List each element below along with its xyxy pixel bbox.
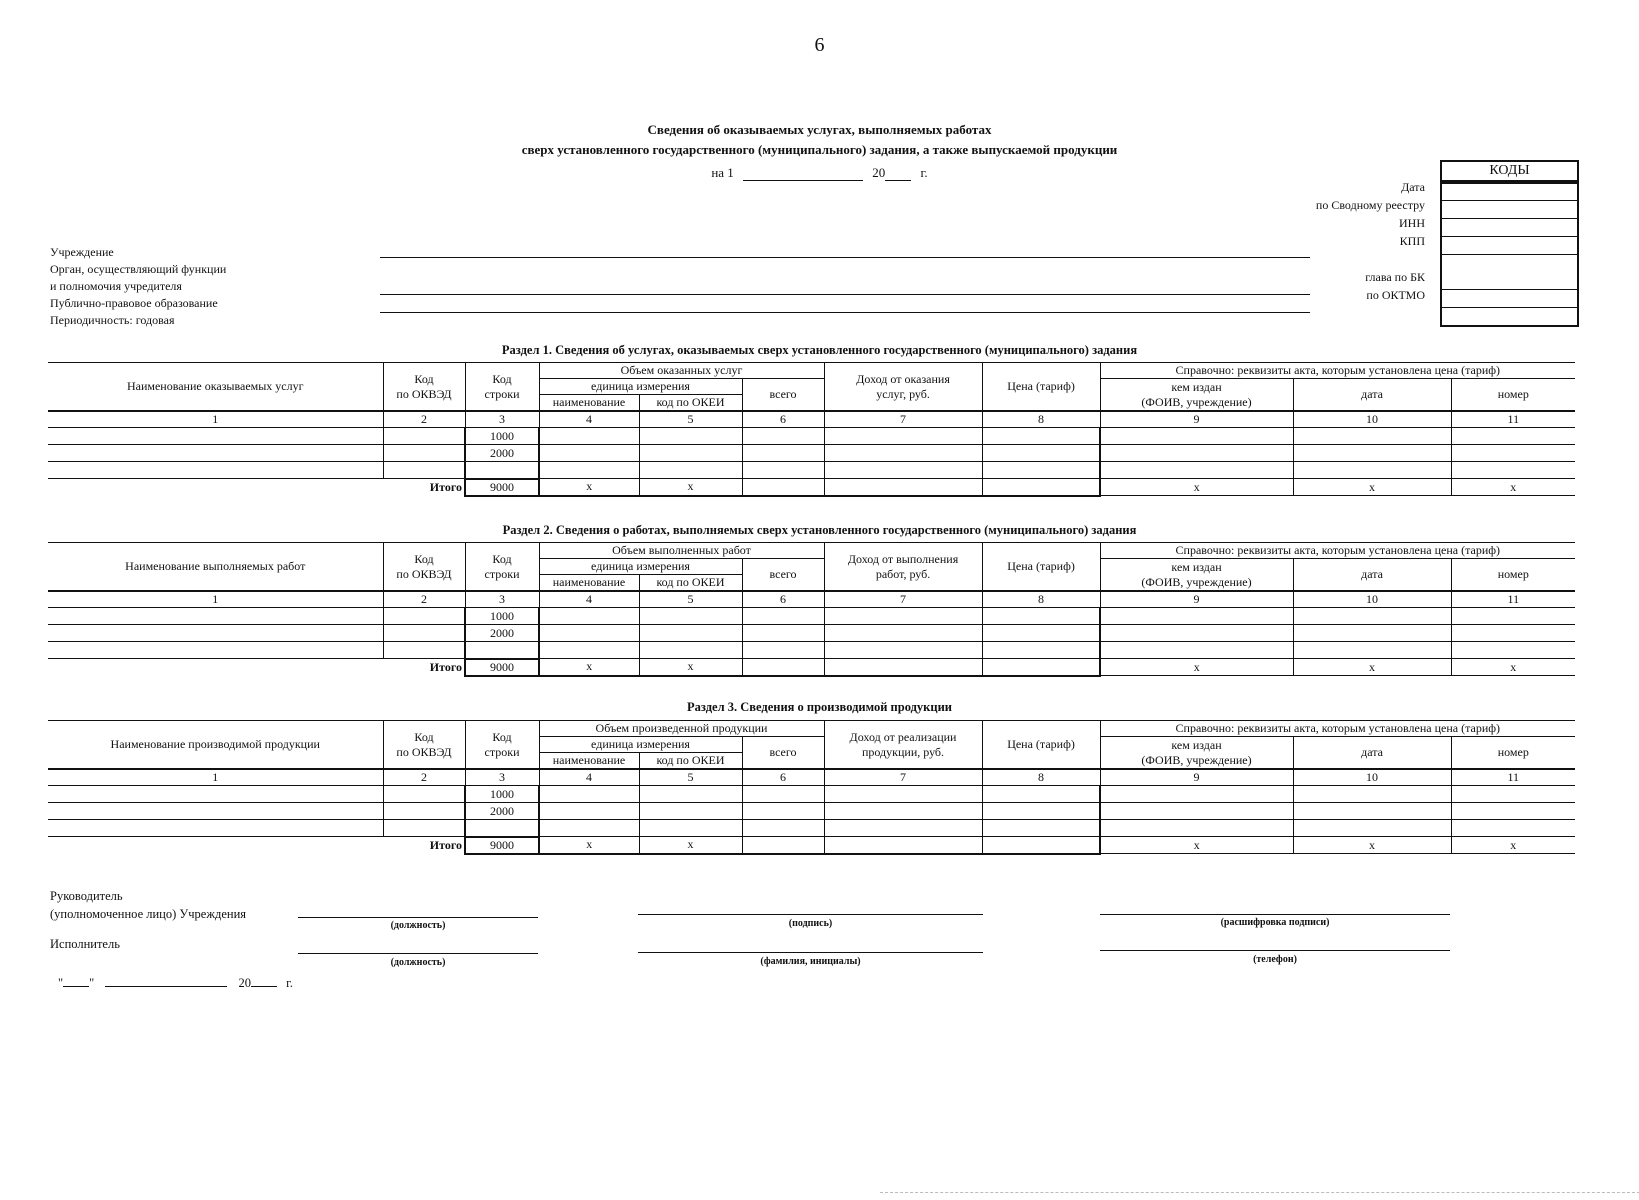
- periodicity-label: Периодичность: годовая: [50, 313, 175, 327]
- cell-input[interactable]: [1293, 820, 1451, 837]
- col-price-header: Цена (тариф): [982, 721, 1100, 770]
- cell-input[interactable]: [824, 428, 982, 445]
- codes-label-inn: ИНН: [1399, 216, 1425, 230]
- row-code: 2000: [465, 803, 539, 820]
- cell-input[interactable]: [982, 445, 1100, 462]
- cell-input[interactable]: [639, 608, 742, 625]
- col-number: 10: [1293, 411, 1451, 428]
- cell-input[interactable]: [1451, 462, 1575, 479]
- total-label: Итого: [48, 659, 465, 676]
- col-reference-header: Справочно: реквизиты акта, которым установлена цена (тариф): [1100, 543, 1575, 559]
- cell-input[interactable]: [824, 625, 982, 642]
- col-number: 5: [639, 591, 742, 608]
- cell-input[interactable]: [1100, 462, 1293, 479]
- head-decoding-caption: (расшифровка подписи): [1220, 917, 1330, 928]
- col-number: 8: [982, 411, 1100, 428]
- cell-input[interactable]: [1451, 428, 1575, 445]
- col-name-header: Наименование производимой продукции: [48, 721, 383, 770]
- head-signature-line[interactable]: [638, 914, 983, 915]
- col-number: 8: [982, 769, 1100, 786]
- cell-input[interactable]: [48, 462, 383, 479]
- col-okei-header: код по ОКЕИ: [639, 753, 742, 770]
- x-mark: x: [639, 837, 742, 854]
- cell-input[interactable]: [1293, 786, 1451, 803]
- code-field-registry[interactable]: [1442, 201, 1577, 219]
- month-blank[interactable]: [105, 986, 227, 987]
- col-unit-name-header: наименование: [539, 395, 639, 412]
- cell-input[interactable]: [982, 642, 1100, 659]
- x-mark: x: [639, 659, 742, 676]
- cell-input[interactable]: [1451, 803, 1575, 820]
- col-unit-name-header: наименование: [539, 753, 639, 770]
- col-number: 3: [465, 411, 539, 428]
- col-number: 3: [465, 769, 539, 786]
- cell-input[interactable]: [824, 803, 982, 820]
- table-row[interactable]: [48, 445, 1575, 462]
- cell-input[interactable]: [639, 625, 742, 642]
- cell-input[interactable]: [1100, 428, 1293, 445]
- cell-input[interactable]: [1100, 803, 1293, 820]
- col-number: 6: [742, 591, 824, 608]
- cell-input[interactable]: [1293, 462, 1451, 479]
- cell-input[interactable]: [824, 642, 982, 659]
- cell-input[interactable]: [48, 803, 383, 820]
- cell-input[interactable]: [48, 786, 383, 803]
- col-volume-header: Объем выполненных работ: [539, 543, 824, 559]
- executor-label: Исполнитель: [50, 937, 120, 951]
- cell-input[interactable]: [639, 786, 742, 803]
- page-number: 6: [814, 34, 825, 56]
- col-unit-header: единица измерения: [539, 737, 742, 753]
- cell-input[interactable]: [1293, 642, 1451, 659]
- x-mark: x: [539, 479, 639, 496]
- x-mark: x: [1100, 659, 1293, 676]
- col-price-header: Цена (тариф): [982, 543, 1100, 592]
- public-entity-label: Публично-правовое образование: [50, 296, 218, 310]
- row-code: 1000: [465, 608, 539, 625]
- col-income-header: Доход от реализации продукции, руб.: [824, 721, 982, 770]
- code-field-inn[interactable]: [1442, 219, 1577, 237]
- cell-input[interactable]: [48, 428, 383, 445]
- row-code: 2000: [465, 625, 539, 642]
- x-mark: x: [539, 659, 639, 676]
- cell-input[interactable]: [639, 820, 742, 837]
- row-code: 1000: [465, 428, 539, 445]
- form-title-line2: сверх установленного государственного (муниципального) задания, а также выпускаемой продукции: [521, 142, 1118, 157]
- col-number: 4: [539, 591, 639, 608]
- cell-input[interactable]: [1100, 445, 1293, 462]
- x-mark: x: [1293, 837, 1451, 854]
- col-volume-header: Объем произведенной продукции: [539, 721, 824, 737]
- col-price-header: Цена (тариф): [982, 363, 1100, 412]
- executor-position-caption: (должность): [390, 957, 446, 968]
- cell-input[interactable]: [539, 625, 639, 642]
- col-unit-name-header: наименование: [539, 575, 639, 592]
- head-position-line[interactable]: [298, 917, 538, 918]
- cell-input[interactable]: [742, 659, 824, 676]
- date-year: 20: [872, 165, 886, 180]
- cell-input[interactable]: [742, 479, 824, 496]
- day-blank[interactable]: [63, 986, 89, 987]
- cell-input[interactable]: [1100, 642, 1293, 659]
- codes-label-registry: по Сводному реестру: [1315, 198, 1425, 212]
- col-number: 11: [1451, 769, 1575, 786]
- col-number-header: номер: [1451, 379, 1575, 412]
- cell-input[interactable]: [982, 608, 1100, 625]
- head-label: [50, 887, 246, 923]
- codes-header: КОДЫ: [1442, 162, 1577, 182]
- section1-table: [48, 362, 1575, 497]
- row-code: 2000: [465, 445, 539, 462]
- col-number: 6: [742, 769, 824, 786]
- col-number: 1: [48, 591, 383, 608]
- form-title-line1: Сведения об оказываемых услугах, выполняемых работах: [647, 122, 992, 137]
- cell-input[interactable]: [742, 803, 824, 820]
- col-number: 4: [539, 411, 639, 428]
- row-code: [465, 820, 539, 837]
- col-row-code-header: Код строки: [465, 363, 539, 412]
- cell-input[interactable]: [1451, 786, 1575, 803]
- x-mark: x: [1100, 837, 1293, 854]
- codes-label-kpp: КПП: [1399, 234, 1425, 248]
- col-number: 4: [539, 769, 639, 786]
- cell-input[interactable]: [1100, 786, 1293, 803]
- x-mark: x: [1451, 837, 1575, 854]
- col-number: 3: [465, 591, 539, 608]
- col-number: 1: [48, 411, 383, 428]
- x-mark: x: [1293, 479, 1451, 496]
- cell-input[interactable]: [742, 642, 824, 659]
- total-label: Итого: [48, 837, 465, 854]
- table-row[interactable]: [48, 625, 1575, 642]
- col-number: 11: [1451, 411, 1575, 428]
- col-number: 1: [48, 769, 383, 786]
- col-number: 7: [824, 591, 982, 608]
- col-issued-by-header: кем издан (ФОИВ, учреждение): [1100, 379, 1293, 412]
- row-code: 1000: [465, 786, 539, 803]
- cell-input[interactable]: [824, 479, 982, 496]
- cell-input[interactable]: [48, 642, 383, 659]
- code-field-kpp[interactable]: [1442, 237, 1577, 255]
- col-row-code-header: Код строки: [465, 721, 539, 770]
- col-date-header: дата: [1293, 379, 1451, 412]
- section1-title: Раздел 1. Сведения об услугах, оказываемых сверх установленного государственного (муниципального) задания: [501, 343, 1138, 357]
- head-signature-caption: (подпись): [788, 918, 833, 929]
- cell-input[interactable]: [824, 445, 982, 462]
- institution-label: Учреждение: [50, 245, 114, 259]
- col-number: 2: [383, 769, 465, 786]
- col-number: 9: [1100, 591, 1293, 608]
- code-field-periodicity[interactable]: [1442, 308, 1577, 325]
- cell-input[interactable]: [982, 837, 1100, 854]
- col-number: 8: [982, 591, 1100, 608]
- head-label-line2: (уполномоченное лицо) Учреждения: [50, 907, 247, 921]
- cell-input[interactable]: [982, 462, 1100, 479]
- cell-input[interactable]: [48, 445, 383, 462]
- cell-input[interactable]: [539, 445, 639, 462]
- col-number-header: номер: [1451, 737, 1575, 770]
- cell-input[interactable]: [982, 625, 1100, 642]
- cell-input[interactable]: [539, 428, 639, 445]
- cell-input[interactable]: [742, 608, 824, 625]
- row-code: 9000: [465, 479, 539, 496]
- cell-input[interactable]: [1100, 820, 1293, 837]
- col-issued-by-header: кем издан (ФОИВ, учреждение): [1100, 559, 1293, 592]
- cell-input[interactable]: [824, 608, 982, 625]
- cell-input[interactable]: [1451, 820, 1575, 837]
- scan-edge: [880, 1192, 1639, 1193]
- col-number: 2: [383, 411, 465, 428]
- col-okved-header: Код по ОКВЭД: [383, 363, 465, 412]
- cell-input[interactable]: [639, 428, 742, 445]
- table-row[interactable]: [48, 803, 1575, 820]
- col-okei-header: код по ОКЕИ: [639, 575, 742, 592]
- col-okved-header: Код по ОКВЭД: [383, 721, 465, 770]
- year-blank[interactable]: [251, 986, 277, 987]
- cell-input[interactable]: [824, 837, 982, 854]
- col-volume-header: Объем оказанных услуг: [539, 363, 824, 379]
- cell-input[interactable]: [383, 462, 465, 479]
- cell-input[interactable]: [982, 479, 1100, 496]
- cell-input[interactable]: [1293, 428, 1451, 445]
- head-decoding-line[interactable]: [1100, 914, 1450, 915]
- col-number: 6: [742, 411, 824, 428]
- x-mark: x: [639, 479, 742, 496]
- cell-input[interactable]: [383, 820, 465, 837]
- public-entity-input-line[interactable]: [380, 312, 1310, 313]
- signature-date-suffix: г.: [286, 976, 293, 990]
- signature-date: " " 20 г.: [58, 976, 293, 990]
- date-prefix: на 1: [711, 165, 734, 180]
- cell-input[interactable]: [48, 820, 383, 837]
- col-number: 7: [824, 411, 982, 428]
- code-field-oktmo[interactable]: [1442, 290, 1577, 308]
- founder-input-line[interactable]: [380, 294, 1310, 295]
- col-number: 10: [1293, 769, 1451, 786]
- x-mark: x: [1293, 659, 1451, 676]
- cell-input[interactable]: [1293, 803, 1451, 820]
- cell-input[interactable]: [742, 462, 824, 479]
- cell-input[interactable]: [383, 786, 465, 803]
- cell-input[interactable]: [639, 462, 742, 479]
- cell-input[interactable]: [742, 428, 824, 445]
- cell-input[interactable]: [982, 820, 1100, 837]
- cell-input[interactable]: [539, 608, 639, 625]
- table-row[interactable]: [48, 462, 1575, 479]
- cell-input[interactable]: [539, 820, 639, 837]
- col-date-header: дата: [1293, 737, 1451, 770]
- total-row: [48, 837, 1575, 854]
- col-reference-header: Справочно: реквизиты акта, которым установлена цена (тариф): [1100, 363, 1575, 379]
- cell-input[interactable]: [982, 803, 1100, 820]
- cell-input[interactable]: [742, 837, 824, 854]
- code-field-bk[interactable]: [1442, 255, 1577, 290]
- cell-input[interactable]: [824, 820, 982, 837]
- cell-input[interactable]: [639, 803, 742, 820]
- section2-table: [48, 542, 1575, 677]
- cell-input[interactable]: [639, 445, 742, 462]
- col-number: 7: [824, 769, 982, 786]
- executor-fio-caption: (фамилия, инициалы): [760, 956, 861, 967]
- cell-input[interactable]: [982, 428, 1100, 445]
- cell-input[interactable]: [1100, 625, 1293, 642]
- column-numbers-row: [48, 591, 1575, 608]
- col-number: 9: [1100, 411, 1293, 428]
- col-unit-header: единица измерения: [539, 379, 742, 395]
- section3-table: [48, 720, 1575, 855]
- head-label-line1: Руководитель: [50, 889, 123, 903]
- codes-label-date: Дата: [1401, 180, 1425, 194]
- table-row[interactable]: [48, 428, 1575, 445]
- cell-input[interactable]: [539, 462, 639, 479]
- cell-input[interactable]: [48, 625, 383, 642]
- executor-phone-line[interactable]: [1100, 950, 1450, 951]
- cell-input[interactable]: [48, 608, 383, 625]
- codes-label-oktmo: по ОКТМО: [1366, 288, 1425, 302]
- cell-input[interactable]: [539, 642, 639, 659]
- col-number: 10: [1293, 591, 1451, 608]
- cell-input[interactable]: [383, 445, 465, 462]
- cell-input[interactable]: [1451, 625, 1575, 642]
- col-number: 11: [1451, 591, 1575, 608]
- org-labels: [50, 244, 226, 329]
- x-mark: x: [539, 837, 639, 854]
- report-date-line: [0, 165, 1639, 181]
- col-number: 9: [1100, 769, 1293, 786]
- col-income-header: Доход от выполнения работ, руб.: [824, 543, 982, 592]
- founder-label-line2: и полномочия учредителя: [50, 279, 182, 293]
- col-number-header: номер: [1451, 559, 1575, 592]
- cell-input[interactable]: [639, 642, 742, 659]
- total-label: Итого: [48, 479, 465, 496]
- col-name-header: Наименование выполняемых работ: [48, 543, 383, 592]
- total-row: [48, 479, 1575, 496]
- x-mark: x: [1451, 659, 1575, 676]
- table-row[interactable]: [48, 608, 1575, 625]
- section2-title: Раздел 2. Сведения о работах, выполняемых сверх установленного государственного (муниципального) задания: [502, 523, 1137, 537]
- col-name-header: Наименование оказываемых услуг: [48, 363, 383, 412]
- table-row[interactable]: [48, 786, 1575, 803]
- executor-phone-caption: (телефон): [1253, 954, 1297, 965]
- cell-input[interactable]: [1451, 642, 1575, 659]
- x-mark: x: [1451, 479, 1575, 496]
- cell-input[interactable]: [742, 625, 824, 642]
- column-numbers-row: [48, 411, 1575, 428]
- col-total-header: всего: [742, 379, 824, 412]
- cell-input[interactable]: [824, 786, 982, 803]
- institution-input-line[interactable]: [380, 257, 1310, 258]
- code-field-date[interactable]: [1442, 184, 1577, 201]
- cell-input[interactable]: [383, 642, 465, 659]
- col-number: 5: [639, 769, 742, 786]
- col-row-code-header: Код строки: [465, 543, 539, 592]
- col-total-header: всего: [742, 737, 824, 770]
- founder-label-line1: Орган, осуществляющий функции: [50, 262, 227, 276]
- cell-input[interactable]: [824, 462, 982, 479]
- codes-label-bk: глава по БК: [1365, 270, 1425, 284]
- cell-input[interactable]: [1293, 608, 1451, 625]
- cell-input[interactable]: [982, 786, 1100, 803]
- col-issued-by-header: кем издан (ФОИВ, учреждение): [1100, 737, 1293, 770]
- col-number: 2: [383, 591, 465, 608]
- cell-input[interactable]: [742, 820, 824, 837]
- signature-year: 20: [238, 976, 251, 990]
- table-row[interactable]: [48, 820, 1575, 837]
- date-suffix: г.: [920, 165, 928, 180]
- row-code: 9000: [465, 659, 539, 676]
- col-total-header: всего: [742, 559, 824, 592]
- x-mark: x: [1100, 479, 1293, 496]
- head-position-caption: (должность): [390, 920, 446, 931]
- cell-input[interactable]: [1451, 608, 1575, 625]
- cell-input[interactable]: [742, 445, 824, 462]
- row-code: [465, 642, 539, 659]
- cell-input[interactable]: [383, 428, 465, 445]
- col-okei-header: код по ОКЕИ: [639, 395, 742, 412]
- table-row[interactable]: [48, 642, 1575, 659]
- total-row: [48, 659, 1575, 676]
- col-income-header: Доход от оказания услуг, руб.: [824, 363, 982, 412]
- cell-input[interactable]: [383, 803, 465, 820]
- col-number: 5: [639, 411, 742, 428]
- col-date-header: дата: [1293, 559, 1451, 592]
- section3-title: Раздел 3. Сведения о производимой продукции: [687, 700, 952, 714]
- cell-input[interactable]: [539, 803, 639, 820]
- cell-input[interactable]: [1293, 625, 1451, 642]
- codes-box: [1440, 160, 1579, 327]
- cell-input[interactable]: [982, 659, 1100, 676]
- cell-input[interactable]: [742, 786, 824, 803]
- cell-input[interactable]: [824, 659, 982, 676]
- cell-input[interactable]: [1100, 608, 1293, 625]
- cell-input[interactable]: [383, 608, 465, 625]
- column-numbers-row: [48, 769, 1575, 786]
- executor-position-line[interactable]: [298, 953, 538, 954]
- cell-input[interactable]: [1293, 445, 1451, 462]
- cell-input[interactable]: [539, 786, 639, 803]
- row-code: [465, 462, 539, 479]
- cell-input[interactable]: [1451, 445, 1575, 462]
- executor-fio-line[interactable]: [638, 952, 983, 953]
- col-unit-header: единица измерения: [539, 559, 742, 575]
- col-okved-header: Код по ОКВЭД: [383, 543, 465, 592]
- col-reference-header: Справочно: реквизиты акта, которым установлена цена (тариф): [1100, 721, 1575, 737]
- cell-input[interactable]: [383, 625, 465, 642]
- row-code: 9000: [465, 837, 539, 854]
